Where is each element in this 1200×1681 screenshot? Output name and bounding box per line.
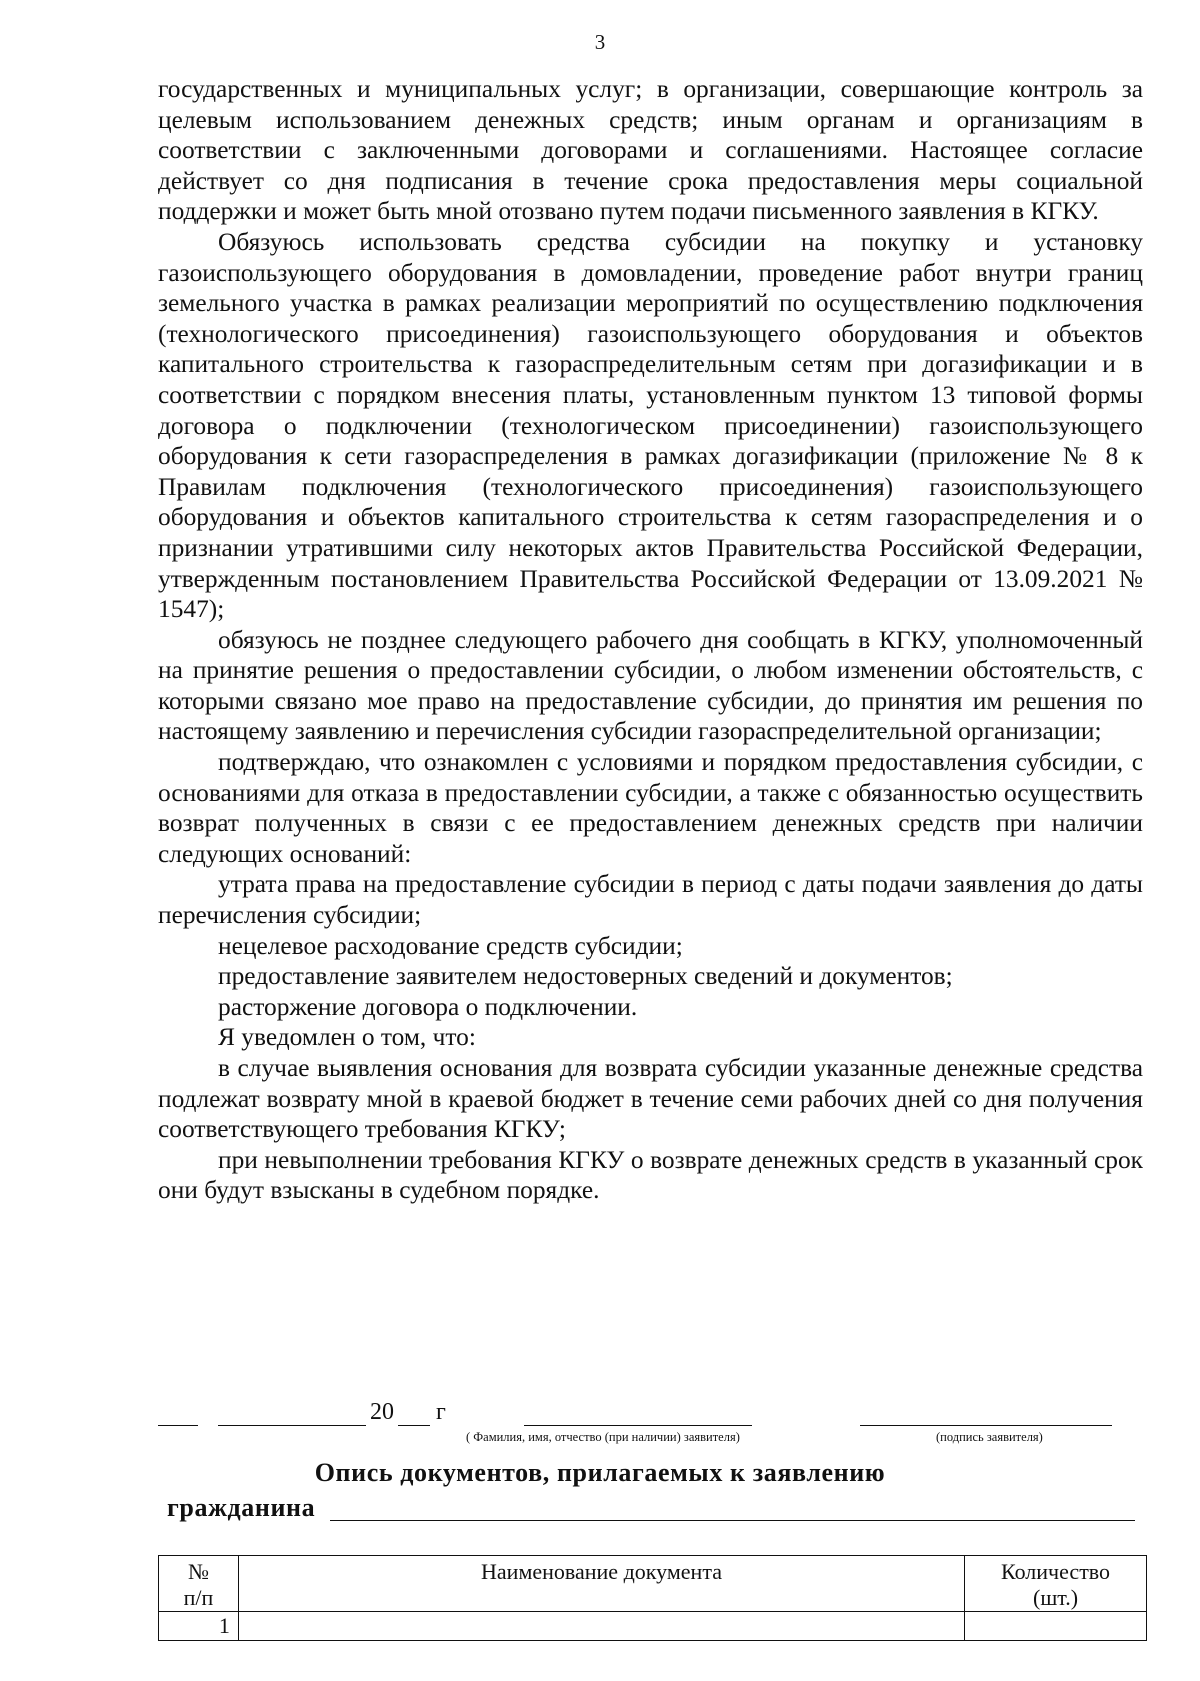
header-number-line2: п/п bbox=[183, 1585, 214, 1610]
applicant-name-field[interactable] bbox=[524, 1397, 752, 1426]
header-quantity-line1: Количество bbox=[1001, 1559, 1111, 1584]
header-number bbox=[159, 1556, 239, 1612]
paragraph-obligation-use-funds: Обязуюсь использовать средства субсидии на покупку и установку газоиспользующего оборудования в домовладении, проведение работ внутри границ земельного участка в рамках реализации мероприятий по осуществлению подключения (технологического присоединения) газоиспользующего оборудования и объектов капитального строительства к газораспределительным сетям при догазификации и в соответствии с порядком внесения платы, установленным пунктом 13 типовой формы договора о подключении (технологическом присоединении) газоиспользующего оборудования к сети газораспределения в рамках догазификации (приложение № 8 к Правилам подключения (технологического присоединения) газоиспользующего оборудования и объектов капитального строительства к сетям газораспределения и о признании утратившими силу некоторых актов Правительства Российской Федерации, утвержденным постановлением Правительства Российской Федерации от 13.09.2021 № 1547); bbox=[158, 227, 1143, 624]
year-prefix: 20 bbox=[370, 1399, 394, 1425]
year-suffix: г bbox=[436, 1399, 446, 1425]
inventory-title: Опись документов, прилагаемых к заявлению bbox=[314, 1458, 886, 1487]
year-field[interactable] bbox=[398, 1397, 430, 1426]
signature-row bbox=[0, 1397, 1200, 1457]
citizen-name-field[interactable] bbox=[330, 1520, 1135, 1521]
documents-table bbox=[158, 1555, 1147, 1641]
list-item-ground-2: нецелевое расходование средств субсидии; bbox=[218, 931, 683, 960]
row-document-name[interactable] bbox=[238, 1612, 964, 1641]
table-header-row bbox=[159, 1556, 1147, 1612]
paragraph-notified: Я уведомлен о том, что: bbox=[218, 1023, 476, 1052]
header-number-line1: № bbox=[187, 1559, 209, 1584]
applicant-name-caption: ( Фамилия, имя, отчество (при наличии) заявителя) bbox=[466, 1430, 740, 1444]
page-number: 3 bbox=[594, 30, 606, 54]
day-field[interactable] bbox=[158, 1397, 198, 1426]
header-quantity-line2: (шт.) bbox=[1033, 1585, 1079, 1610]
table-row bbox=[159, 1612, 1147, 1641]
row-quantity[interactable] bbox=[965, 1612, 1147, 1641]
inventory-subtitle: гражданина bbox=[167, 1493, 316, 1522]
applicant-signature-caption: (подпись заявителя) bbox=[936, 1430, 1043, 1444]
applicant-signature-field[interactable] bbox=[860, 1397, 1112, 1426]
paragraph-enforcement: при невыполнении требования КГКУ о возврате денежных средств в указанный срок они будут взысканы в судебном порядке. bbox=[158, 1145, 1143, 1205]
body-text bbox=[158, 74, 1143, 1206]
paragraph-confirmation: подтверждаю, что ознакомлен с условиями и порядком предоставления субсидии, с основаниями для отказа в предоставлении субсидии, а также с обязанностью осуществить возврат полученных в связи с ее предоставлением денежных средств при наличии следующих оснований: bbox=[158, 748, 1143, 868]
paragraph-consent-continued: государственных и муниципальных услуг; в организации, совершающие контроль за целевым использованием денежных средств; иным органам и организациям в соответствии с заключенными договорами и соглашениями. Настоящее согласие действует со дня подписания в течение срока предоставления меры социальной поддержки и может быть мной отозвано путем подачи письменного заявления в КГКУ. bbox=[158, 75, 1143, 226]
row-number: 1 bbox=[159, 1612, 239, 1641]
paragraph-obligation-notify: обязуюсь не позднее следующего рабочего дня сообщать в КГКУ, уполномоченный на принятие решения о предоставлении субсидии, о любом изменении обстоятельств, с которыми связано мое право на предоставление субсидии, до принятия им решения по настоящему заявлению и перечисления субсидии газораспределительной организации; bbox=[158, 625, 1143, 746]
month-field[interactable] bbox=[218, 1397, 366, 1426]
list-item-ground-4: расторжение договора о подключении. bbox=[218, 992, 638, 1021]
list-item-ground-3: предоставление заявителем недостоверных сведений и документов; bbox=[218, 962, 953, 991]
list-item-ground-1: утрата права на предоставление субсидии в период с даты подачи заявления до даты перечисления субсидии; bbox=[158, 870, 1143, 930]
header-document-name: Наименование документа bbox=[238, 1556, 964, 1612]
header-quantity bbox=[965, 1556, 1147, 1612]
paragraph-refund: в случае выявления основания для возврата субсидии указанные денежные средства подлежат возврату мной в краевой бюджет в течение семи рабочих дней со дня получения соответствующего требования КГКУ; bbox=[158, 1054, 1143, 1144]
